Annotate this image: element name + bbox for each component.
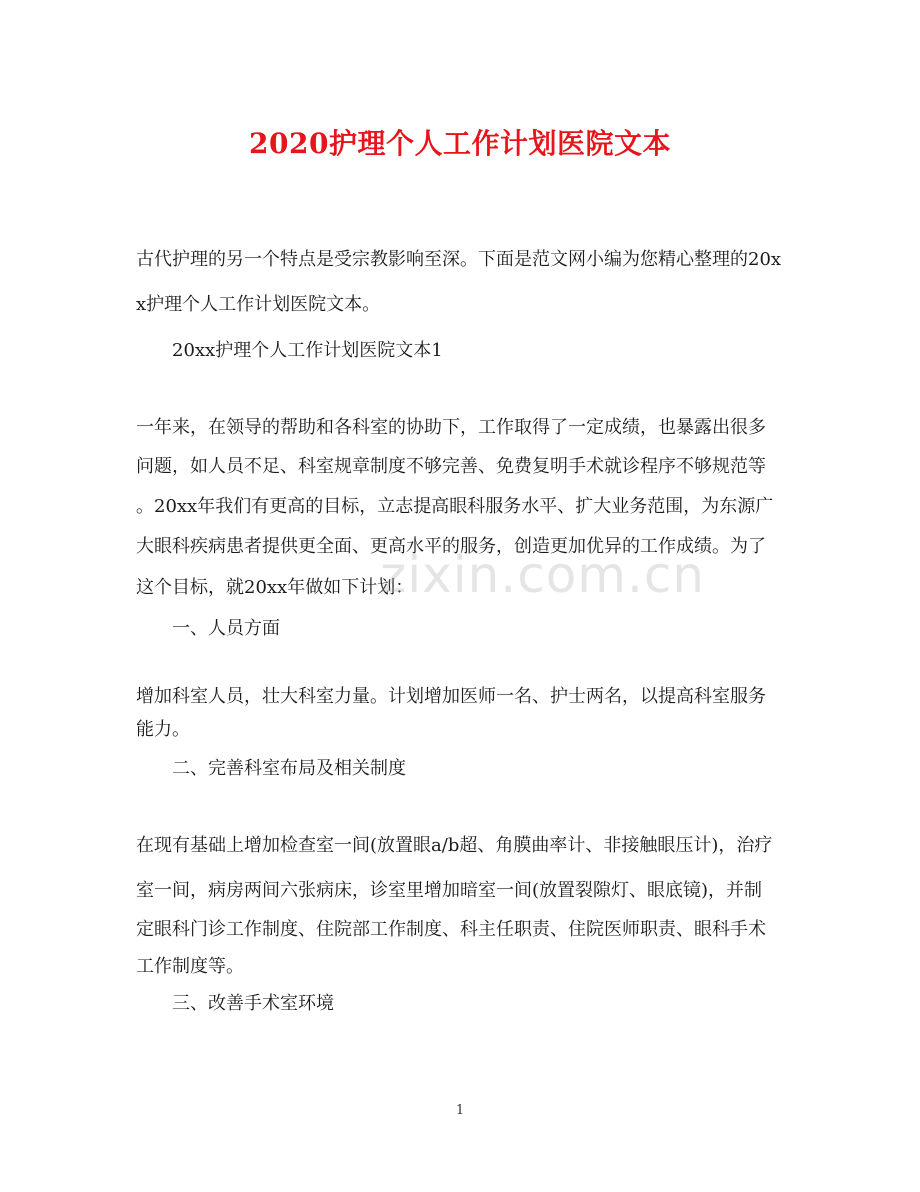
document-title: 2020护理个人工作计划医院文本 [249,127,671,160]
paragraph-line: 这个目标，就20xx年做如下计划： [136,577,414,598]
paragraph-line: 能力。 [136,719,190,740]
section-heading-1: 20xx护理个人工作计划医院文本1 [172,340,443,361]
intro-line-1: 古代护理的另一个特点是受宗教影响至深。下面是范文网小编为您精心整理的20x [136,249,782,270]
paragraph-line: 。20xx年我们有更高的目标，立志提高眼科服务水平、扩大业务范围，为东源广 [136,496,774,517]
paragraph-line: 定眼科门诊工作制度、住院部工作制度、科主任职责、住院医师职责、眼科手术 [136,919,766,940]
intro-line-2: x护理个人工作计划医院文本。 [136,294,381,315]
paragraph-line: 工作制度等。 [136,956,244,977]
subheading-operating-room: 三、改善手术室环境 [172,993,334,1014]
watermark: zixin.com.cn [380,546,706,604]
paragraph-line: 在现有基础上增加检查室一间(放置眼a/b超、角膜曲率计、非接触眼压计)，治疗 [136,835,773,856]
subheading-personnel: 一、人员方面 [172,618,280,639]
page-number: 1 [455,1103,465,1118]
paragraph-line: 一年来，在领导的帮助和各科室的协助下，工作取得了一定成绩，也暴露出很多 [136,417,766,438]
paragraph-line: 问题，如人员不足、科室规章制度不够完善、免费复明手术就诊程序不够规范等 [136,456,766,477]
paragraph-line: 增加科室人员，壮大科室力量。计划增加医师一名、护士两名，以提高科室服务 [136,686,766,707]
subheading-layout: 二、完善科室布局及相关制度 [172,758,406,779]
paragraph-line: 大眼科疾病患者提供更全面、更高水平的服务，创造更加优异的工作成绩。为了 [136,536,766,557]
paragraph-line: 室一间，病房两间六张病床，诊室里增加暗室一间(放置裂隙灯、眼底镜)，并制 [136,880,763,901]
